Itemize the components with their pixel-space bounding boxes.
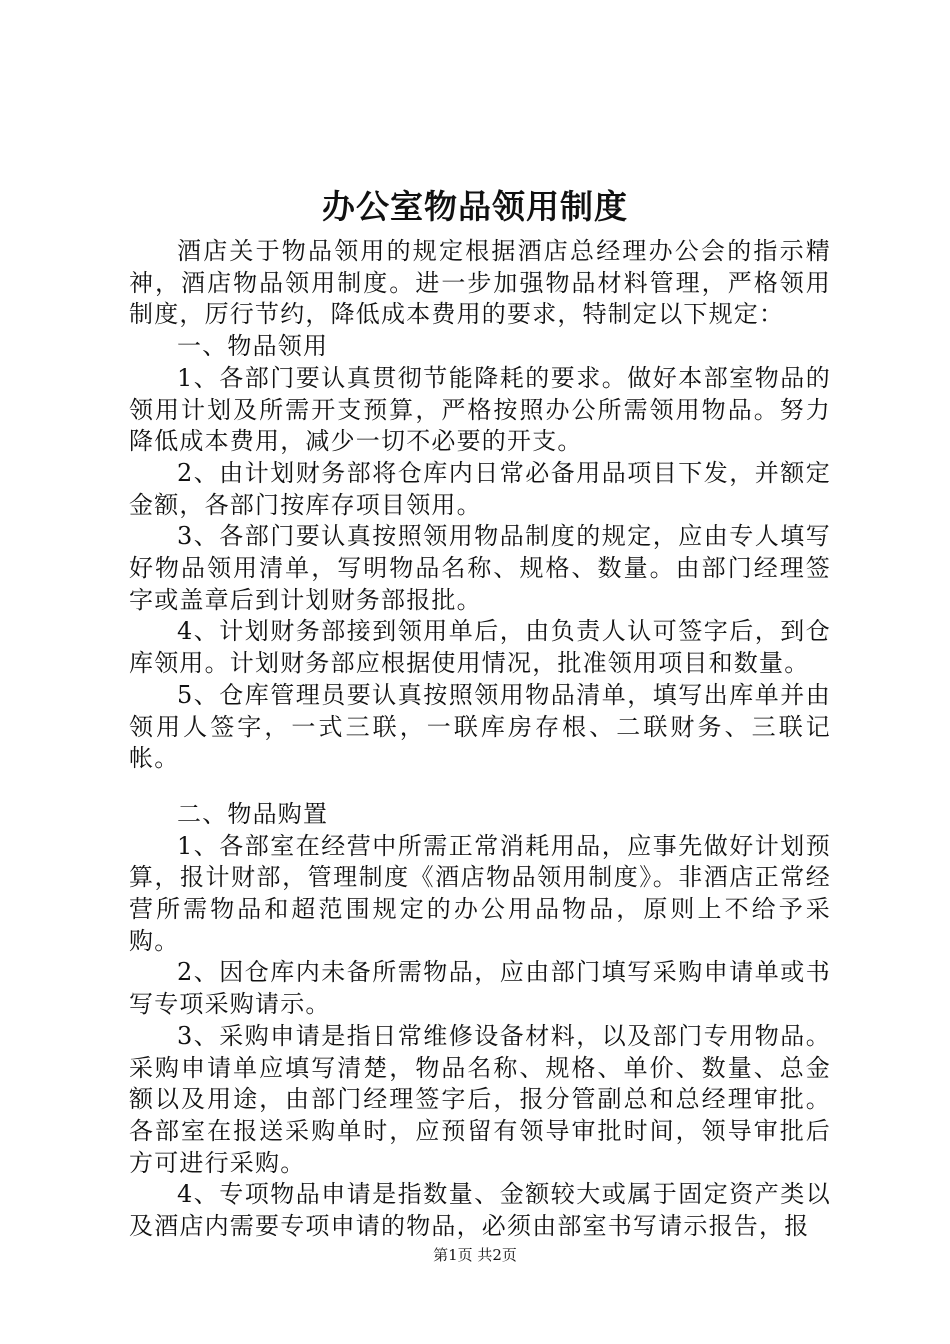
section1-item-1: 1、各部门要认真贯彻节能降耗的要求。做好本部室物品的领用计划及所需开支预算，严格按照办公所需领用物品。努力降低成本费用，减少一切不必要的开支。 [129,363,831,456]
page-number: 第1页 共2页 [433,1246,517,1264]
section1-item-5: 5、仓库管理员要认真按照领用物品清单，填写出库单并由领用人签字，一式三联，一联库房存根、二联财务、三联记帐。 [129,680,831,773]
document-title: 办公室物品领用制度 [322,187,628,226]
section-heading-2: 二、物品购置 [177,799,329,828]
document-body [129,236,831,1243]
intro-paragraph: 酒店关于物品领用的规定根据酒店总经理办公会的指示精神，酒店物品领用制度。进一步加强物品材料管理，严格领用制度，厉行节约，降低成本费用的要求，特制定以下规定： [129,237,831,329]
section-heading-1: 一、物品领用 [177,332,329,361]
section2-item-1: 1、各部室在经营中所需正常消耗用品，应事先做好计划预算，报计财部，管理制度《酒店物品领用制度》。非酒店正常经营所需物品和超范围规定的办公用品物品，原则上不给予采购。 [129,831,831,955]
section2-item-4: 4、专项物品申请是指数量、金额较大或属于固定资产类以及酒店内需要专项申请的物品，必须由部室书写请示报告，报 [129,1180,831,1241]
section1-item-3: 3、各部门要认真按照领用物品制度的规定，应由专人填写好物品领用清单，写明物品名称、规格、数量。由部门经理签字或盖章后到计划财务部报批。 [129,522,831,614]
section1-item-4: 4、计划财务部接到领用单后，由负责人认可签字后，到仓库领用。计划财务部应根据使用情况，批准领用项目和数量。 [129,617,831,678]
section1-item-2: 2、由计划财务部将仓库内日常必备用品项目下发，并额定金额，各部门按库存项目领用。 [129,458,831,519]
section2-item-3: 3、采购申请是指日常维修设备材料，以及部门专用物品。采购申请单应填写清楚，物品名称、规格、单价、数量、总金额以及用途，由部门经理签字后，报分管副总和总经理审批。各部室在报送采购单时，应预留有领导审批时间，领导审批后方可进行采购。 [129,1021,831,1177]
section2-item-2: 2、因仓库内未备所需物品，应由部门填写采购申请单或书写专项采购请示。 [129,958,831,1019]
